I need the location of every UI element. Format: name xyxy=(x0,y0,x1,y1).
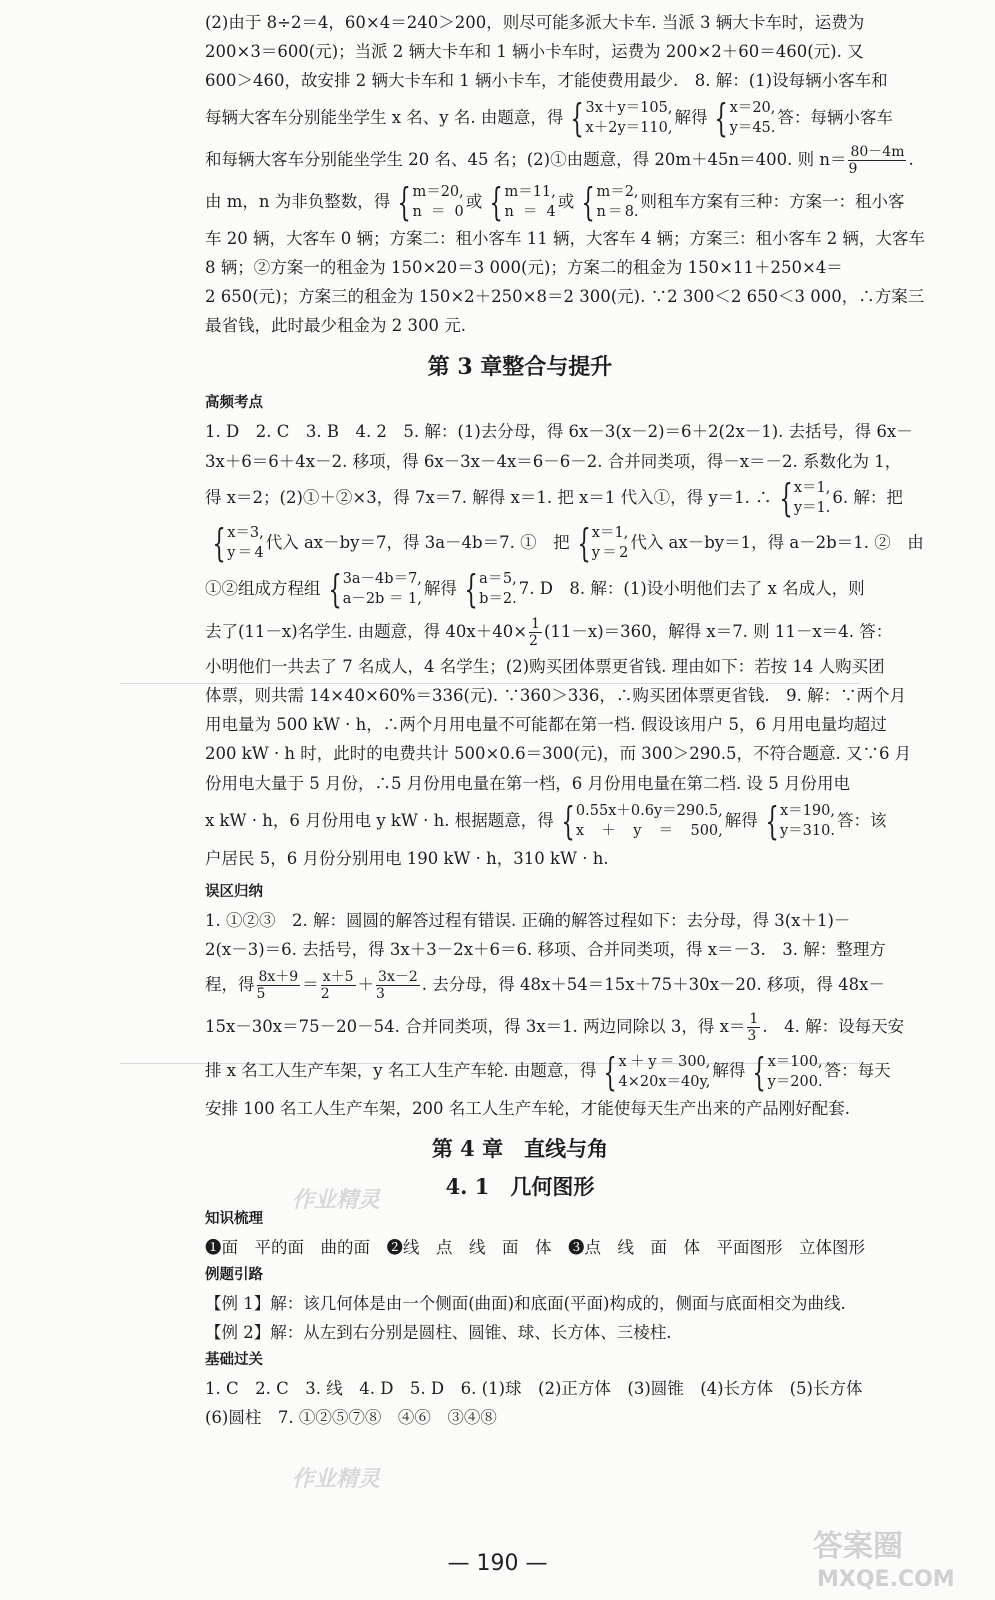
text-line: ①②组成方程组 { 3a－4b＝7, a－2b＝1, 解得 { a＝5, b＝2. 7. D 8. 解：(1)设小明他们去了 x 名成人，则 xyxy=(205,567,865,612)
text-line: 1. ①②③ 2. 解：圆圆的解答过程有错误. 正确的解答过程如下：去分母，得 3(x＋1)－ xyxy=(205,911,851,931)
svg-text:MXQE.COM: MXQE.COM xyxy=(817,1567,955,1592)
watermark: 作业精灵 xyxy=(292,1188,381,1213)
equation-system: { 3x＋y＝105, x＋2y＝110, xyxy=(570,96,673,141)
text-line: 2(x－3)＝6. 去括号，得 3x＋3－2x＋6＝6. 移项、合并同类项，得 x＝－3. 3. 解：整理方 xyxy=(205,940,886,960)
text-line: 车 20 辆，大客车 0 辆；方案二：租小客车 11 辆，大客车 4 辆；方案三：租小客车 2 辆，大客车 xyxy=(205,228,925,248)
text-line: 600＞460，故安排 2 辆大卡车和 1 辆小卡车，才能使费用最少. 8. 解：(1)设每辆小客车和 xyxy=(205,71,888,91)
text-line: 2 650(元)；方案三的租金为 150×2＋250×8＝2 300(元). ∵2 300＜2 650＜3 000，∴方案三 xyxy=(205,287,925,307)
section-heading: 误区归纳 xyxy=(205,884,263,901)
svg-text:答案圈: 答案圈 xyxy=(813,1529,903,1564)
fraction: $\frac{80-4m}{9}$ xyxy=(848,143,905,177)
text-line: (6)圆柱 7. ①②⑤⑦⑧ ④⑥ ③④⑧ xyxy=(205,1408,497,1428)
section-heading: 高频考点 xyxy=(205,395,263,412)
text-line: 由 m，n 为非负整数，得 { m＝20, n＝0 或 { m＝11, n＝4 或 { m＝2, n＝8. 则租车方案有三种：方案一：租小客 xyxy=(205,180,905,225)
text-line: 200×3＝600(元)；当派 2 辆大卡车和 1 辆小卡车时，运费为 200×2＋60＝460(元). 又 xyxy=(205,42,864,62)
section-heading: 知识梳理 xyxy=(205,1210,263,1227)
text-line: 得 x＝2；(2)①＋②×3，得 7x＝7. 解得 x＝1. 把 x＝1 代入①，得 y＝1. ∴ { x＝1, y＝1. 6. 解：把 xyxy=(205,476,903,521)
text-line: 份用电大量于 5 月份，∴5 月份用电量在第一档，6 月份用电量在第二档. 设 5 月份用电 xyxy=(205,773,850,793)
watermark: 作业精灵 xyxy=(292,1467,381,1492)
text-line: 200 kW · h 时，此时的电费共计 500×0.6＝300(元)，而 300＞290.5，不符合题意. 又∵6 月 xyxy=(205,744,912,764)
text-line: ❶面 平的面 曲的面 ❷线 点 线 面 体 ❸点 线 面 体 平面图形 立体图形 xyxy=(205,1237,865,1257)
text-line: 【例 2】解：从左到右分别是圆柱、圆锥、球、长方体、三棱柱. xyxy=(205,1323,672,1343)
chapter-4-title: 第 4 章 直线与角 xyxy=(431,1135,609,1161)
text-line: 小明他们一共去了 7 名成人，4 名学生；(2)购买团体票更省钱. 理由如下：若按 14 人购买团 xyxy=(205,656,885,676)
text-line: 1. C 2. C 3. 线 4. D 5. D 6. (1)球 (2)正方体 (3)圆锥 (4)长方体 (5)长方体 xyxy=(205,1379,863,1399)
answer-block-gp xyxy=(205,417,924,873)
section-heading: 基础过关 xyxy=(205,1352,263,1369)
text-line: 户居民 5，6 月份分别用电 190 kW · h，310 kW · h. xyxy=(205,848,609,868)
section-4-1-title: 4. 1 几何图形 xyxy=(445,1173,595,1199)
page-number: — 190 — xyxy=(447,1551,548,1576)
site-logo xyxy=(805,1522,975,1592)
text-line: { x＝3, y＝4 代入 ax－by＝7，得 3a－4b＝7. ① 把 { x＝1, y＝2 代入 ax－by＝1，得 a－2b＝1. ② 由 xyxy=(212,521,924,566)
text-line: 排 x 名工人生产车架，y 名工人生产车轮. 由题意，得 { x＋y＝300, 4×20x＝40y, 解得 { x＝100, y＝200. 答：每天 xyxy=(205,1049,891,1094)
text-line: 8 辆；②方案一的租金为 150×20＝3 000(元)；方案二的租金为 150×11＋250×4＝ xyxy=(205,257,843,277)
chapter-3-title: 第 3 章整合与提升 xyxy=(427,354,613,381)
solution-system: { x＝20, y＝45. xyxy=(714,96,776,141)
text-line: 最省钱，此时最少租金为 2 300 元. xyxy=(205,316,466,336)
text-line: 去了(11－x)名学生. 由题意，得 40x＋40× $\frac{1}{2}$ (11－x)＝360，解得 x＝7. 则 11－x＝4. 答： xyxy=(205,615,893,649)
text-line: 程，得 $\frac{8x+9}{5}$ ＝ $\frac{x+5}{2}$ ＋ $\frac{3x-2}{3}$ . 去分母，得 48x＋54＝15x＋75＋30x－20. 移项，得 48x－ xyxy=(205,969,885,1003)
answer-block-wq xyxy=(205,906,905,1124)
text-line: 体票，则共需 14×40×60%＝336(元). ∵360＞336，∴购买团体票更省钱. 9. 解：∵两个月 xyxy=(205,686,907,706)
text-line: 3x＋6＝6＋4x－2. 移项，得 6x－3x－4x＝6－6－2. 合并同类项，得－x＝－2. 系数化为 1， xyxy=(205,451,902,471)
text-line: 安排 100 名工人生产车架，200 名工人生产车轮，才能使每天生产出来的产品刚好配套. xyxy=(205,1099,850,1119)
section-heading: 例题引路 xyxy=(205,1266,263,1283)
text-line: (2)由于 8÷2＝4，60×4＝240＞200，则尽可能多派大卡车. 当派 3 辆大卡车时，运费为 xyxy=(205,13,865,32)
text-line: 15x－30x＝75－20－54. 合并同类项，得 3x＝1. 两边同除以 3，得 x＝ $\frac{1}{3}$ . 4. 解：设每天安 xyxy=(205,1011,905,1045)
answer-block-prev xyxy=(205,8,925,340)
text-line: x kW · h，6 月份用电 y kW · h. 根据题意，得 { 0.55x＋0.6y＝290.5, x＋y＝500, 解得 { x＝190, y＝310. 答：该 xyxy=(205,799,887,844)
answer-page xyxy=(205,8,925,1433)
text-line: 用电量为 500 kW · h，∴两个月用电量不可能都在第一档. 假设该用户 5，6 月用电量均超过 xyxy=(205,715,887,735)
text-line: 每辆大客车分别能坐学生 x 名、y 名. 由题意，得 { 3x＋y＝105, x＋2y＝110, 解得 { x＝20, y＝45. 答：每辆小客车 xyxy=(205,96,893,141)
text-line: 和每辆大客车分别能坐学生 20 名、45 名；(2)①由题意，得 20m＋45n＝400. 则 n＝ $\frac{80-4m}{9}$ . xyxy=(205,143,914,177)
text-line: 【例 1】解：该几何体是由一个侧面(曲面)和底面(平面)构成的，侧面与底面相交为曲线. xyxy=(205,1293,846,1313)
text-line: 1. D 2. C 3. B 4. 2 5. 解：(1)去分母，得 6x－3(x－2)＝6＋2(2x－1). 去括号，得 6x－ xyxy=(205,422,913,442)
